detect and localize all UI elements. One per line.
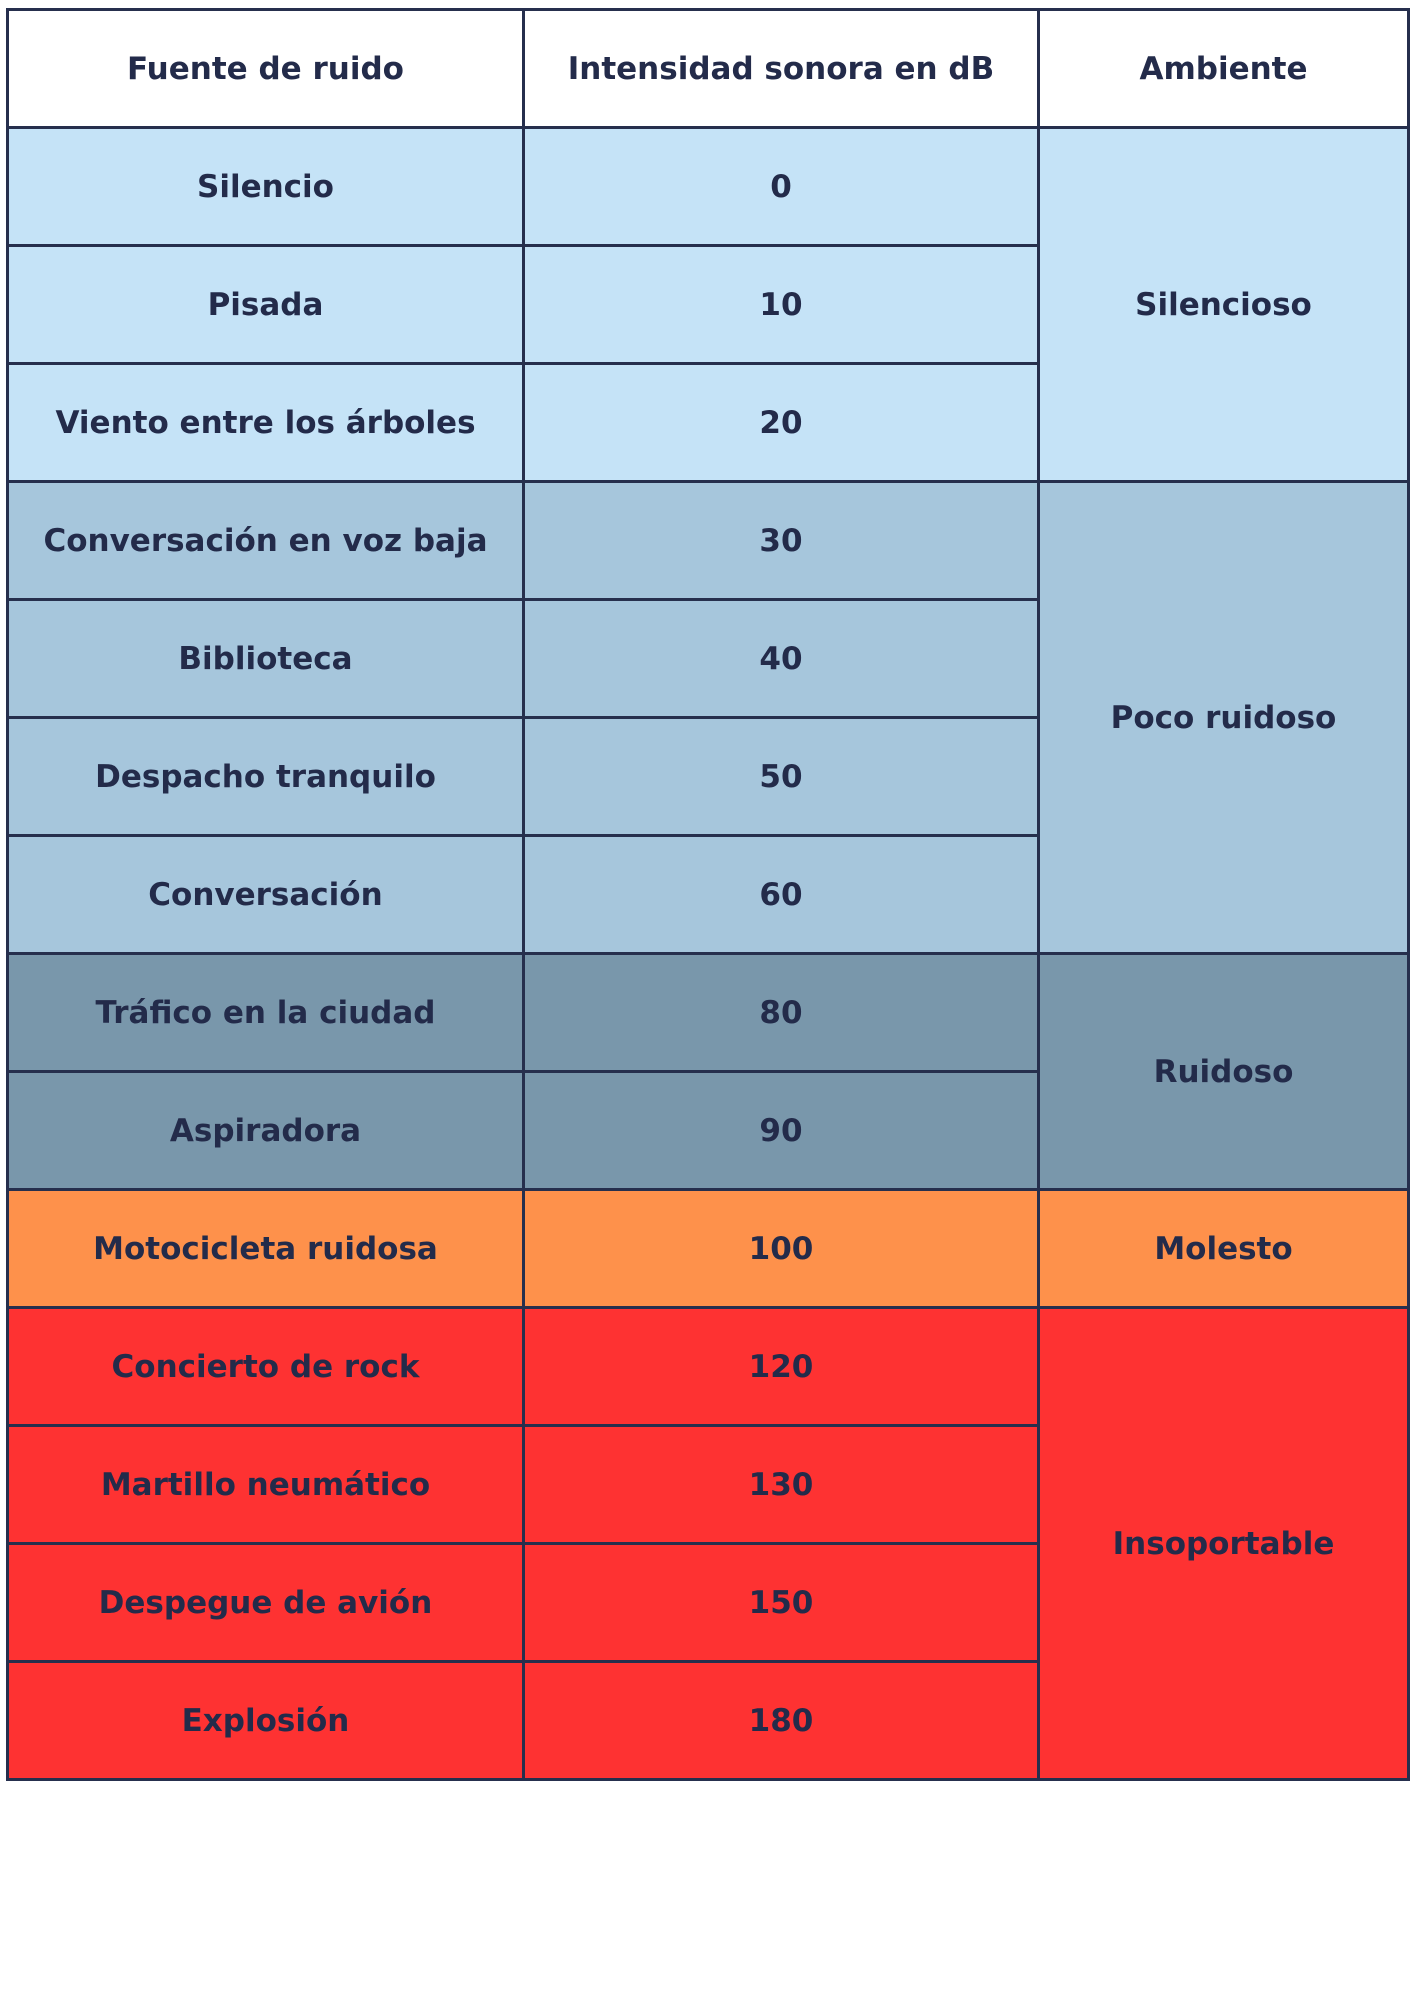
cell-db: 10 xyxy=(524,246,1039,364)
cell-ambiente: Silencioso xyxy=(1039,128,1409,482)
table-row xyxy=(8,1190,1409,1308)
cell-db: 50 xyxy=(524,718,1039,836)
cell-fuente: Silencio xyxy=(8,128,524,246)
cell-db: 180 xyxy=(524,1662,1039,1780)
cell-db: 20 xyxy=(524,364,1039,482)
table-row xyxy=(8,1308,1409,1426)
noise-table xyxy=(6,8,1410,1781)
cell-fuente: Conversación xyxy=(8,836,524,954)
table-body xyxy=(8,128,1409,1780)
cell-fuente: Viento entre los árboles xyxy=(8,364,524,482)
cell-fuente: Aspiradora xyxy=(8,1072,524,1190)
table-row xyxy=(8,954,1409,1072)
cell-db: 0 xyxy=(524,128,1039,246)
cell-fuente: Tráfico en la ciudad xyxy=(8,954,524,1072)
cell-db: 80 xyxy=(524,954,1039,1072)
cell-fuente: Pisada xyxy=(8,246,524,364)
cell-db: 120 xyxy=(524,1308,1039,1426)
table-header xyxy=(8,10,1409,128)
header-ambiente: Ambiente xyxy=(1039,10,1409,128)
cell-db: 30 xyxy=(524,482,1039,600)
cell-db: 90 xyxy=(524,1072,1039,1190)
cell-fuente: Biblioteca xyxy=(8,600,524,718)
cell-ambiente: Ruidoso xyxy=(1039,954,1409,1190)
cell-fuente: Explosión xyxy=(8,1662,524,1780)
header-row xyxy=(8,10,1409,128)
header-fuente: Fuente de ruido xyxy=(8,10,524,128)
cell-fuente: Concierto de rock xyxy=(8,1308,524,1426)
cell-fuente: Motocicleta ruidosa xyxy=(8,1190,524,1308)
cell-ambiente: Molesto xyxy=(1039,1190,1409,1308)
cell-db: 60 xyxy=(524,836,1039,954)
header-intensidad: Intensidad sonora en dB xyxy=(524,10,1039,128)
cell-db: 130 xyxy=(524,1426,1039,1544)
cell-db: 150 xyxy=(524,1544,1039,1662)
table-row xyxy=(8,128,1409,246)
cell-db: 40 xyxy=(524,600,1039,718)
cell-ambiente: Insoportable xyxy=(1039,1308,1409,1780)
cell-db: 100 xyxy=(524,1190,1039,1308)
cell-ambiente: Poco ruidoso xyxy=(1039,482,1409,954)
cell-fuente: Despacho tranquilo xyxy=(8,718,524,836)
cell-fuente: Conversación en voz baja xyxy=(8,482,524,600)
cell-fuente: Martillo neumático xyxy=(8,1426,524,1544)
table-row xyxy=(8,482,1409,600)
cell-fuente: Despegue de avión xyxy=(8,1544,524,1662)
